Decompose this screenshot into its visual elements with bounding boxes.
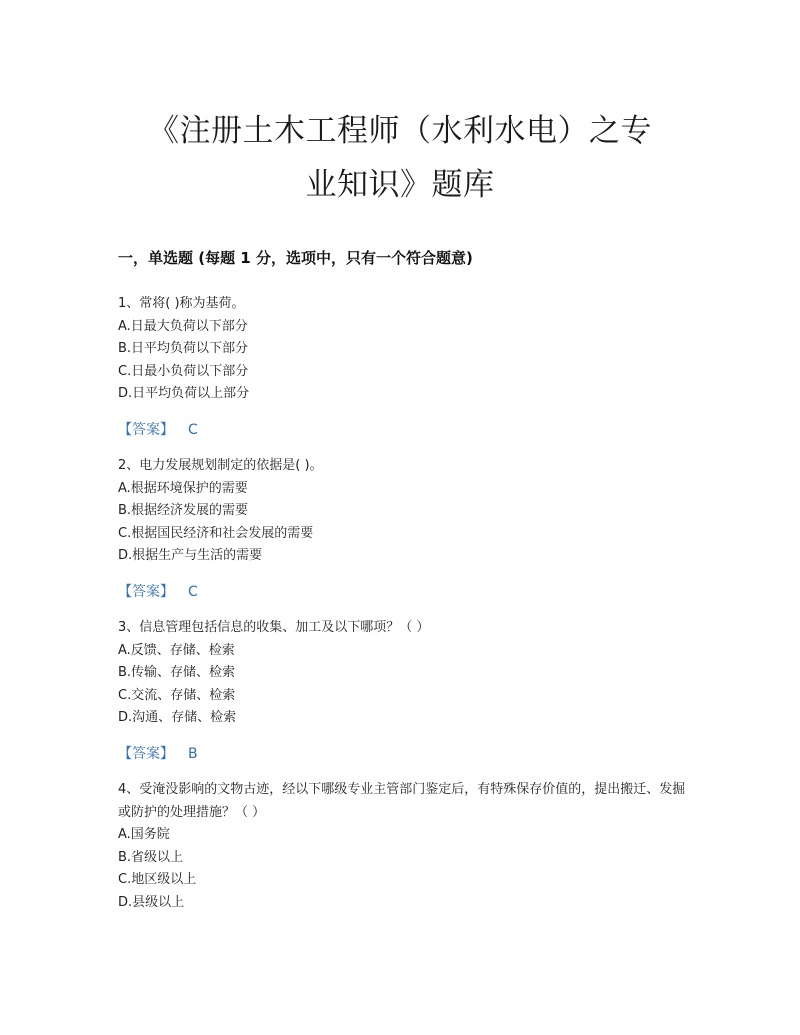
option-c: C.根据国民经济和社会发展的需要 <box>118 525 314 541</box>
option-c: C.交流、存储、检索 <box>118 687 236 703</box>
answer-1 <box>118 419 198 441</box>
document-title <box>100 104 700 212</box>
option-d: D.根据生产与生活的需要 <box>118 548 263 563</box>
title-line-2: 业知识》题库 <box>305 167 495 203</box>
option-b: B.根据经济发展的需要 <box>118 503 249 518</box>
option-d: D.日平均负荷以上部分 <box>118 386 250 401</box>
option-c: C.日最小负荷以下部分 <box>118 363 249 379</box>
question-text: 1、常将( )称为基荷。 <box>118 296 245 311</box>
option-d: D.沟通、存储、检索 <box>118 710 237 725</box>
answer-value: B <box>188 746 198 762</box>
question-1 <box>118 293 688 406</box>
question-3 <box>118 617 688 730</box>
answer-2 <box>118 581 198 603</box>
answer-value: C <box>188 422 198 438</box>
option-a: A.日最大负荷以下部分 <box>118 318 248 334</box>
title-line-1: 《注册土木工程师（水利水电）之专 <box>148 113 652 149</box>
option-d: D.县级以上 <box>118 894 185 910</box>
answer-label: 【答案】 <box>118 422 174 438</box>
option-a: A.国务院 <box>118 827 170 842</box>
question-text: 2、电力发展规划制定的依据是( )。 <box>118 458 323 473</box>
question-2 <box>118 455 688 568</box>
option-a: A.反馈、存储、检索 <box>118 642 235 658</box>
answer-label: 【答案】 <box>118 746 174 762</box>
option-c: C.地区级以上 <box>118 872 197 887</box>
question-text: 3、信息管理包括信息的收集、加工及以下哪项？（ ） <box>118 620 430 635</box>
question-text: 4、受淹没影响的文物古迹，经以下哪级专业主管部门鉴定后，有特殊保存价值的，提出搬迁、发掘或防护的处理措施？（ ） <box>118 782 686 820</box>
section-heading: 一，单选题 (每题 1 分，选项中，只有一个符合题意) <box>118 249 473 267</box>
answer-value: C <box>188 584 198 600</box>
option-b: B.日平均负荷以下部分 <box>118 341 249 356</box>
answer-3 <box>118 743 198 765</box>
option-a: A.根据环境保护的需要 <box>118 480 248 496</box>
question-4 <box>118 779 688 914</box>
option-b: B.传输、存储、检索 <box>118 665 236 680</box>
option-b: B.省级以上 <box>118 849 184 865</box>
answer-label: 【答案】 <box>118 584 174 600</box>
